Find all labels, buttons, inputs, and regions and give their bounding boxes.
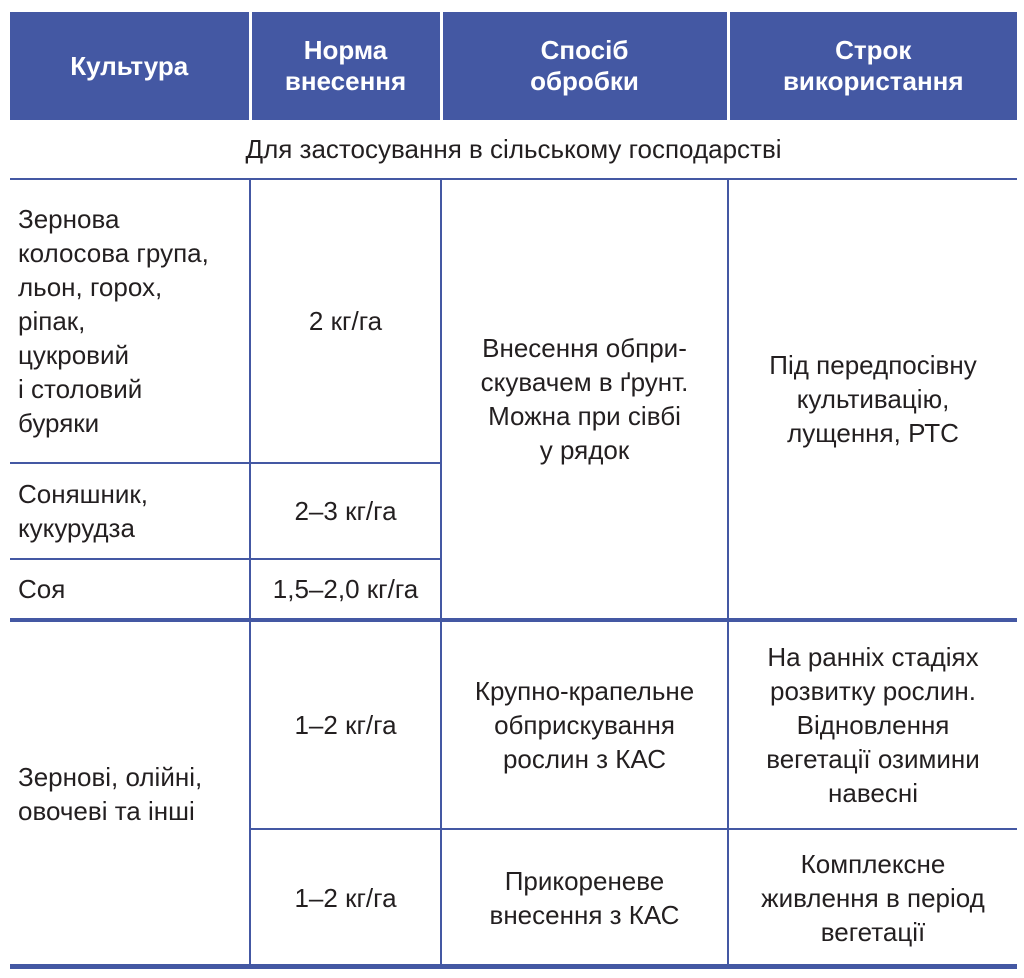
method-line: Прикореневе bbox=[504, 865, 665, 896]
rate-cell: 1,5–2,0 кг/га bbox=[250, 559, 441, 620]
crop-line: овочеві та інші bbox=[18, 795, 195, 826]
rate-cell: 1–2 кг/га bbox=[250, 829, 441, 966]
rate-cell: 2 кг/га bbox=[250, 179, 441, 463]
method-cell bbox=[441, 829, 728, 966]
header-term bbox=[728, 12, 1017, 120]
method-line: у рядок bbox=[539, 435, 630, 465]
header-term-line: використання bbox=[782, 66, 964, 96]
header-rate bbox=[250, 12, 441, 120]
table-row bbox=[10, 620, 1017, 829]
header-rate-line: Норма bbox=[303, 35, 388, 65]
crop-line: Соняшник, bbox=[18, 479, 149, 509]
term-line: Відновлення bbox=[796, 710, 950, 740]
term-line: На ранніх стадіях bbox=[767, 642, 979, 672]
term-cell bbox=[728, 829, 1017, 966]
method-line: рослин з КАС bbox=[502, 744, 667, 774]
header-crop-line: Культура bbox=[70, 50, 189, 81]
method-line: Крупно-крапельне bbox=[474, 676, 695, 706]
application-table bbox=[10, 12, 1017, 967]
crop-cell bbox=[10, 620, 250, 966]
method-line: скувачем в ґрунт. bbox=[480, 367, 689, 397]
method-cell bbox=[441, 179, 728, 620]
term-line: вегетації bbox=[820, 916, 926, 947]
term-line: розвитку рослин. bbox=[770, 676, 976, 706]
header-row bbox=[10, 12, 1017, 120]
crop-line: Зернова bbox=[18, 204, 120, 234]
term-line: вегетації озимини bbox=[766, 744, 980, 774]
term-line: навесні bbox=[828, 778, 918, 808]
header-term-line: Строк bbox=[835, 35, 912, 65]
crop-line: Зернові, олійні, bbox=[18, 761, 203, 792]
method-line: Внесення обпри- bbox=[482, 333, 687, 363]
crop-line: буряки bbox=[18, 408, 100, 438]
crop-line: кукурудза bbox=[18, 513, 135, 543]
crop-line: і столовий bbox=[18, 374, 143, 404]
header-method-line: Спосіб bbox=[540, 35, 629, 65]
method-cell bbox=[441, 620, 728, 829]
crop-cell bbox=[10, 559, 250, 620]
term-line: Під передпосівну bbox=[769, 350, 977, 380]
rate-cell: 1–2 кг/га bbox=[250, 620, 441, 829]
rate-cell: 2–3 кг/га bbox=[250, 463, 441, 559]
method-line: внесення з КАС bbox=[489, 899, 680, 930]
header-crop bbox=[10, 12, 250, 120]
header-rate-line: внесення bbox=[284, 66, 407, 96]
crop-line: Соя bbox=[18, 574, 66, 604]
term-cell bbox=[728, 179, 1017, 620]
table-row bbox=[10, 179, 1017, 463]
term-line: живлення в період bbox=[761, 882, 985, 913]
header-method bbox=[441, 12, 728, 120]
method-line: обприскування bbox=[494, 710, 675, 740]
crop-cell bbox=[10, 179, 250, 463]
section-title: Для застосування в сільському господарстві bbox=[10, 120, 1017, 179]
term-line: культивацію, bbox=[796, 384, 950, 414]
crop-cell bbox=[10, 463, 250, 559]
term-line: лущення, РТС bbox=[787, 418, 959, 448]
term-cell bbox=[728, 620, 1017, 829]
crop-line: ріпак, bbox=[18, 306, 86, 336]
method-line: Можна при сівбі bbox=[488, 401, 681, 431]
crop-line: колосова група, bbox=[18, 238, 209, 268]
crop-line: льон, горох, bbox=[18, 272, 163, 302]
term-line: Комплексне bbox=[800, 848, 946, 879]
crop-line: цукровий bbox=[18, 340, 130, 370]
header-method-line: обробки bbox=[530, 66, 639, 96]
bottom-rule bbox=[10, 964, 1017, 969]
section-row bbox=[10, 120, 1017, 179]
